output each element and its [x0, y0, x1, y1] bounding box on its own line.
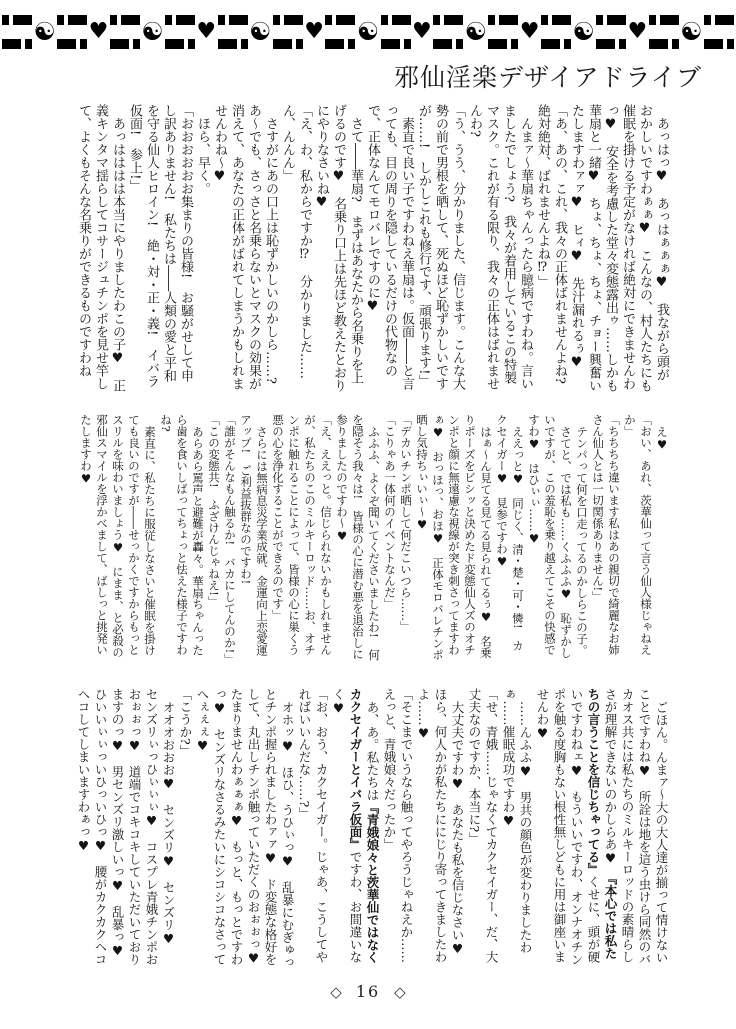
paragraph: ごほん。んまァ～大の大人達が揃って情けないことですわね♥ 所詮は地を這う虫けら同然のバカオス共には私たちのミルキーロッドの素晴らしさが理解できないのかしらあ♥ 『本心では私たちの言うことを信じちゃってる』くせに、頭が硬いですわねェ♥ もういいですわ、オンナオチンポを触る度胸もない根性無しどもに用は御座いませんわ♥ — [535, 688, 669, 966]
paragraph: 大丈夫ですわ♥ あなたも私を信じなさい♥ ほら、何人かが私たちににじり寄ってきましたわよ……♥ — [416, 688, 465, 968]
paragraph: 「え、ええっと。信じられないかもしれませんが、私たちのこのミルキーロッド……お、オチンポに触れることによって、皆様の心に巣くう悪の心を浄化することができるのです」 — [271, 414, 333, 656]
yinyang-icon: ☯ — [464, 17, 487, 46]
yinyang-icon: ☯ — [356, 17, 380, 46]
paragraph: オホッ♥ ほひ、うひぃっ♥ 乱暴にむぎゅっとチンポ握られましたわァァ♥ ド変態な格好をして、丸出しチンポ触っていただくのおぉぉっ♥ たまりませんわぁぁぁ♥ もっと、もっとですわっ♥ センズリなさるみたいにシコシコなさってへぇぇぇ♥ — [195, 688, 295, 978]
paragraph: さらには無病息災学業成就、金運向上恋愛運アップ! ご利益抜群なのですわ! — [239, 414, 269, 656]
paragraph: んまァ～華扇ちゃんったら臆病ですわね。言いましたでしょう? 我々が着用しているこの特製マスク。これが有る限り、我々の正体はばれませんわ? — [467, 104, 533, 390]
dash-ornament — [218, 12, 248, 52]
heart-icon: ♥ — [304, 19, 324, 44]
paragraph: 「え、わ、私からですか⁉ 分かりました……ん、んんん」 — [280, 104, 312, 379]
dash-ornament — [488, 12, 518, 52]
paragraph: ほら、早く。 — [195, 117, 210, 195]
paragraph: 「あ、あの、これ、我々の正体ばれませんよね? 絶対絶対、ばれませんよね⁉」 — [535, 104, 567, 397]
paragraph: さてと、では私も……くふふふ♥ 恥ずかしいですが、この羞恥を乗り越えてこその快感ですわ♥ はひぃぃ……♥ — [527, 414, 573, 658]
dash-ornament — [433, 12, 463, 52]
yinyang-icon: ☯ — [680, 17, 703, 46]
diamond-icon: ◇ — [394, 983, 406, 1001]
text-block-1 — [66, 104, 670, 397]
paragraph: 素直で良い子ですわねえ華扇は。仮面――と言っても、目の周りを隠しているだけの代物なので、正体なんてモロバレですのに♥ — [365, 104, 414, 390]
paragraph: 「そこまでいうなら触ってやろうじゃねえか……えっと、青娥娘々だったか」 — [382, 688, 414, 963]
dash-ornament — [110, 12, 140, 52]
yinyang-icon: ☯ — [248, 17, 272, 46]
paragraph: 「お、おう、カクセイガー。じゃあ、こうしてやればいいんだな……?」 — [297, 688, 329, 963]
paragraph: ふふふ、よくぞ聞いてくださいましたわ! 何を隠そう我々は! 皆様の心に潜む悪を退治しに参りましたのですわ～♥ — [335, 414, 381, 661]
paragraph: あっはははは本当にやりましたわこの子♥ 正義キンタマ揺らしてコサージュチンポを見せ竿して、よくもそんな名乗りができるものですわね — [76, 104, 125, 392]
paragraph: え♥ — [655, 425, 669, 451]
decorative-border — [0, 10, 736, 54]
dash-ornament — [541, 12, 571, 52]
diamond-icon: ◇ — [330, 983, 342, 1001]
paragraph: ……んふふ♥ 男共の顔色が変わりましたわぁ……催眠成功ですわ♥ — [501, 688, 533, 953]
text-block-3 — [66, 688, 670, 978]
paragraph: 「おおおおおお集まりの皆様! お騒がせして申し訳ありません! 私たちは――人類の愛と平和を守る仙人ヒロイン! 絶・対・正・義! イバラ仮面! 参上!」 — [127, 104, 193, 388]
paragraph: テンパって何を口走ってるのかしらこの子。 — [575, 425, 589, 656]
dash-ornament — [596, 12, 626, 52]
paragraph: 「デカいチンポ晒して何だこいつら……」 — [399, 414, 413, 633]
page-footer — [0, 982, 736, 1001]
yinyang-icon: ☯ — [572, 17, 595, 46]
heart-icon: ♥ — [88, 19, 109, 44]
paragraph: 「せ、青娥……じゃなくてカクセイガー、だ、大丈夫なのですか、本当に?」 — [467, 688, 499, 963]
text-block-2 — [66, 414, 670, 665]
paragraph: 「誰がそんなもん触るか! バカにしてんのか!」 — [223, 414, 237, 665]
paragraph: オオオおおお♥ センズリ♥ センズリ♥ センズリぃっひぃぃぃ♥ コスプレ青娥チンポおおぉぉっ♥ 道端でコキコキしていただいておりますのっ♥ 男センズリ激しいっ♥ 乱暴っ♥ ひいいぃぃっいひっいひっ♥ 腰がカクカクヘコヘコしてしまいますわぁっ♥ — [76, 688, 176, 971]
heart-icon: ♥ — [627, 19, 648, 44]
yinyang-icon: ☯ — [33, 17, 56, 46]
paragraph: 「この変態共! ふざけんじゃねえ!」 — [207, 414, 221, 608]
paragraph: あ、あ。私たちは『青娥娘々と茨華仙ではなくカクセイガーとイバラ仮面』ですわ、お間違いなく♥ — [331, 688, 380, 963]
paragraph: はぁ～ん見てる見てる見られてるぅ♥ 名乗りポーズをビシッと決めたド変態仙人ズのオチンポと顔に無遠慮な視線が突き刺さってますわぁ♥ おっほっ、おほ♥ 正体モロバレチンポ晒し気持ちぃいぃ～♥ — [415, 414, 493, 661]
heart-icon: ♥ — [411, 19, 432, 44]
paragraph: 素直に、私たちに服従しなさいと催眠を掛けても良いのですが――せっかくですからもっとスリルを味わいましょう♥ にまま、と必殺の邪仙スマイルを浮かべまして、ばしっと挑発いたしますわ♥ — [79, 414, 157, 658]
page-number: 16 — [355, 982, 381, 1001]
dash-ornament — [2, 12, 32, 52]
paragraph: あらあら罵声と避難が轟々。華扇ちゃんったら歯を食いしばってちょっと怯えた様子ですわね? — [159, 414, 205, 656]
dash-ornament — [381, 12, 411, 52]
paragraph: さて――華扇? まずはあなたから名乗りを上げるのです♥ 名乗り口上は先ほど教えたとおりにやりなさいね♥ — [314, 104, 363, 392]
paragraph: 「こうか?」 — [178, 688, 193, 758]
paragraph: 「ちちちち違います私はあの親切で綺麗なお姉さん仙人とは一切関係ありません!」 — [591, 414, 621, 656]
dash-ornament — [273, 12, 303, 52]
dash-ornament — [57, 12, 87, 52]
heart-icon: ♥ — [196, 19, 217, 44]
paragraph: 「おい、あれ、茨華仙って言う仙人様じゃねえか」 — [623, 414, 653, 656]
paragraph: 「う、うう、分かりました、信じます。こんな大勢の前で男根を晒して、死ぬほど恥ずかしいですが……! しかしこれも修行です、頑張ります!」 — [416, 104, 465, 390]
yinyang-icon: ☯ — [141, 17, 164, 46]
page-title: 邪仙淫楽デザイアドライブ — [393, 63, 702, 92]
dash-ornament — [325, 12, 355, 52]
heart-icon: ♥ — [519, 19, 540, 44]
dash-ornament — [704, 12, 734, 52]
paragraph: 「こりゃあ一体何のイベントなんだ」 — [383, 414, 397, 610]
dash-ornament — [649, 12, 679, 52]
paragraph: あっはっ♥ あっはぁぁぁ♥ 我ながら頭がおかしいですわぁぁ♥ こんなの、村人たちにも催眠を掛ける予定がなければ絶対にできませんわっ♥ 安全を考慮した堂々変態露出ゥ……しかも華扇と一緒♥ ちょ、ちょ、ちょ、チョー興奮いたしますわァァ♥ ヒィ♥ 先汁漏れるぅ♥ — [569, 104, 669, 392]
paragraph: さすがにあの口上は恥ずかしいのかしら……? あ～でも、さっさと名乗らないとマスクの効果が消えて、あなたの正体がばれてしまうかもしれませんわね～♥ — [212, 104, 278, 397]
dash-ornament — [165, 12, 195, 52]
paragraph: ええっと♥ 同じく、清・楚・可・憐! カクセイガー♥ 見参ですわ♥ — [495, 414, 525, 652]
